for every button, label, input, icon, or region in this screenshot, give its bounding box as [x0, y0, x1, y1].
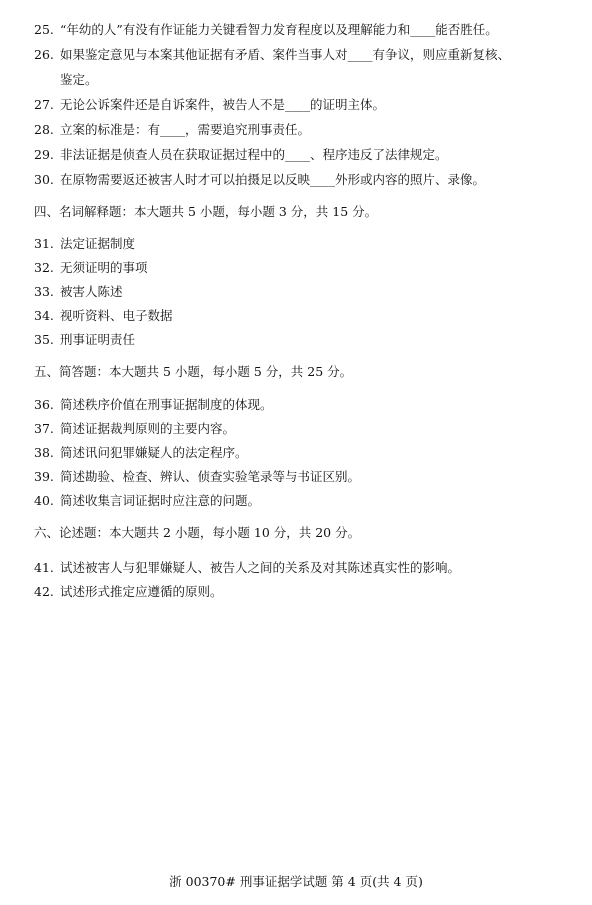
question-text: 法定证据制度 [60, 236, 136, 251]
question-31 [34, 235, 572, 252]
question-40 [34, 492, 572, 509]
question-number: 38. [34, 445, 54, 460]
question-26-continuation [34, 71, 572, 88]
question-30 [34, 171, 572, 188]
question-text: 试述形式推定应遵循的原则。 [60, 584, 223, 599]
question-34 [34, 307, 572, 324]
question-text: 被害人陈述 [60, 284, 123, 299]
question-number: 35. [34, 332, 54, 347]
question-42 [34, 583, 572, 600]
question-28 [34, 121, 572, 138]
question-text: 非法证据是侦查人员在获取证据过程中的____、程序违反了法律规定。 [60, 147, 448, 162]
question-35 [34, 331, 572, 348]
question-25 [34, 21, 572, 38]
question-text: 立案的标准是：有____，需要追究刑事责任。 [60, 122, 311, 137]
question-number: 34. [34, 308, 54, 323]
question-text: 简述证据裁判原则的主要内容。 [60, 421, 236, 436]
question-27 [34, 96, 572, 113]
question-38 [34, 444, 572, 461]
question-text: 视听资料、电子数据 [60, 308, 173, 323]
question-text: 刑事证明责任 [60, 332, 136, 347]
question-37 [34, 420, 572, 437]
question-text: “年幼的人”有没有作证能力关键看智力发育程度以及理解能力和____能否胜任。 [60, 22, 498, 37]
question-number: 25. [34, 22, 54, 37]
question-33 [34, 283, 572, 300]
question-number: 32. [34, 260, 54, 275]
question-text: 在原物需要返还被害人时才可以拍摄足以反映____外形或内容的照片、录像。 [60, 172, 486, 187]
question-39 [34, 468, 572, 485]
question-29 [34, 146, 572, 163]
question-text: 试述被害人与犯罪嫌疑人、被告人之间的关系及对其陈述真实性的影响。 [60, 560, 461, 575]
question-number: 39. [34, 469, 54, 484]
question-text: 无须证明的事项 [60, 260, 148, 275]
question-number: 42. [34, 584, 54, 599]
question-text: 简述秩序价值在刑事证据制度的体现。 [60, 397, 273, 412]
question-number: 36. [34, 397, 54, 412]
section-heading-4: 四、名词解释题：本大题共 5 小题，每小题 3 分，共 15 分。 [34, 204, 378, 219]
question-number: 40. [34, 493, 54, 508]
question-number: 41. [34, 560, 54, 575]
page-footer: 浙 00370# 刑事证据学试题 第 4 页(共 4 页) [169, 874, 423, 889]
question-text: 简述勘验、检查、辨认、侦查实验笔录等与书证区别。 [60, 469, 361, 484]
question-number: 33. [34, 284, 54, 299]
question-number: 27. [34, 97, 54, 112]
section-heading-5: 五、简答题：本大题共 5 小题，每小题 5 分，共 25 分。 [34, 364, 353, 379]
question-number: 26. [34, 47, 54, 62]
question-32 [34, 259, 572, 276]
question-number: 31. [34, 236, 54, 251]
question-41 [34, 559, 572, 576]
question-26 [34, 46, 572, 63]
question-number: 30. [34, 172, 54, 187]
question-number: 29. [34, 147, 54, 162]
question-number: 37. [34, 421, 54, 436]
question-text: 简述讯问犯罪嫌疑人的法定程序。 [60, 445, 248, 460]
section-heading-6: 六、论述题：本大题共 2 小题，每小题 10 分，共 20 分。 [34, 525, 361, 540]
question-text: 简述收集言词证据时应注意的问题。 [60, 493, 261, 508]
question-text: 无论公诉案件还是自诉案件，被告人不是____的证明主体。 [60, 97, 386, 112]
question-text: 如果鉴定意见与本案其他证据有矛盾、案件当事人对____有争议，则应重新复核、 [60, 47, 511, 62]
question-number: 28. [34, 122, 54, 137]
question-text-continuation: 鉴定。 [60, 72, 98, 87]
question-36 [34, 396, 572, 413]
